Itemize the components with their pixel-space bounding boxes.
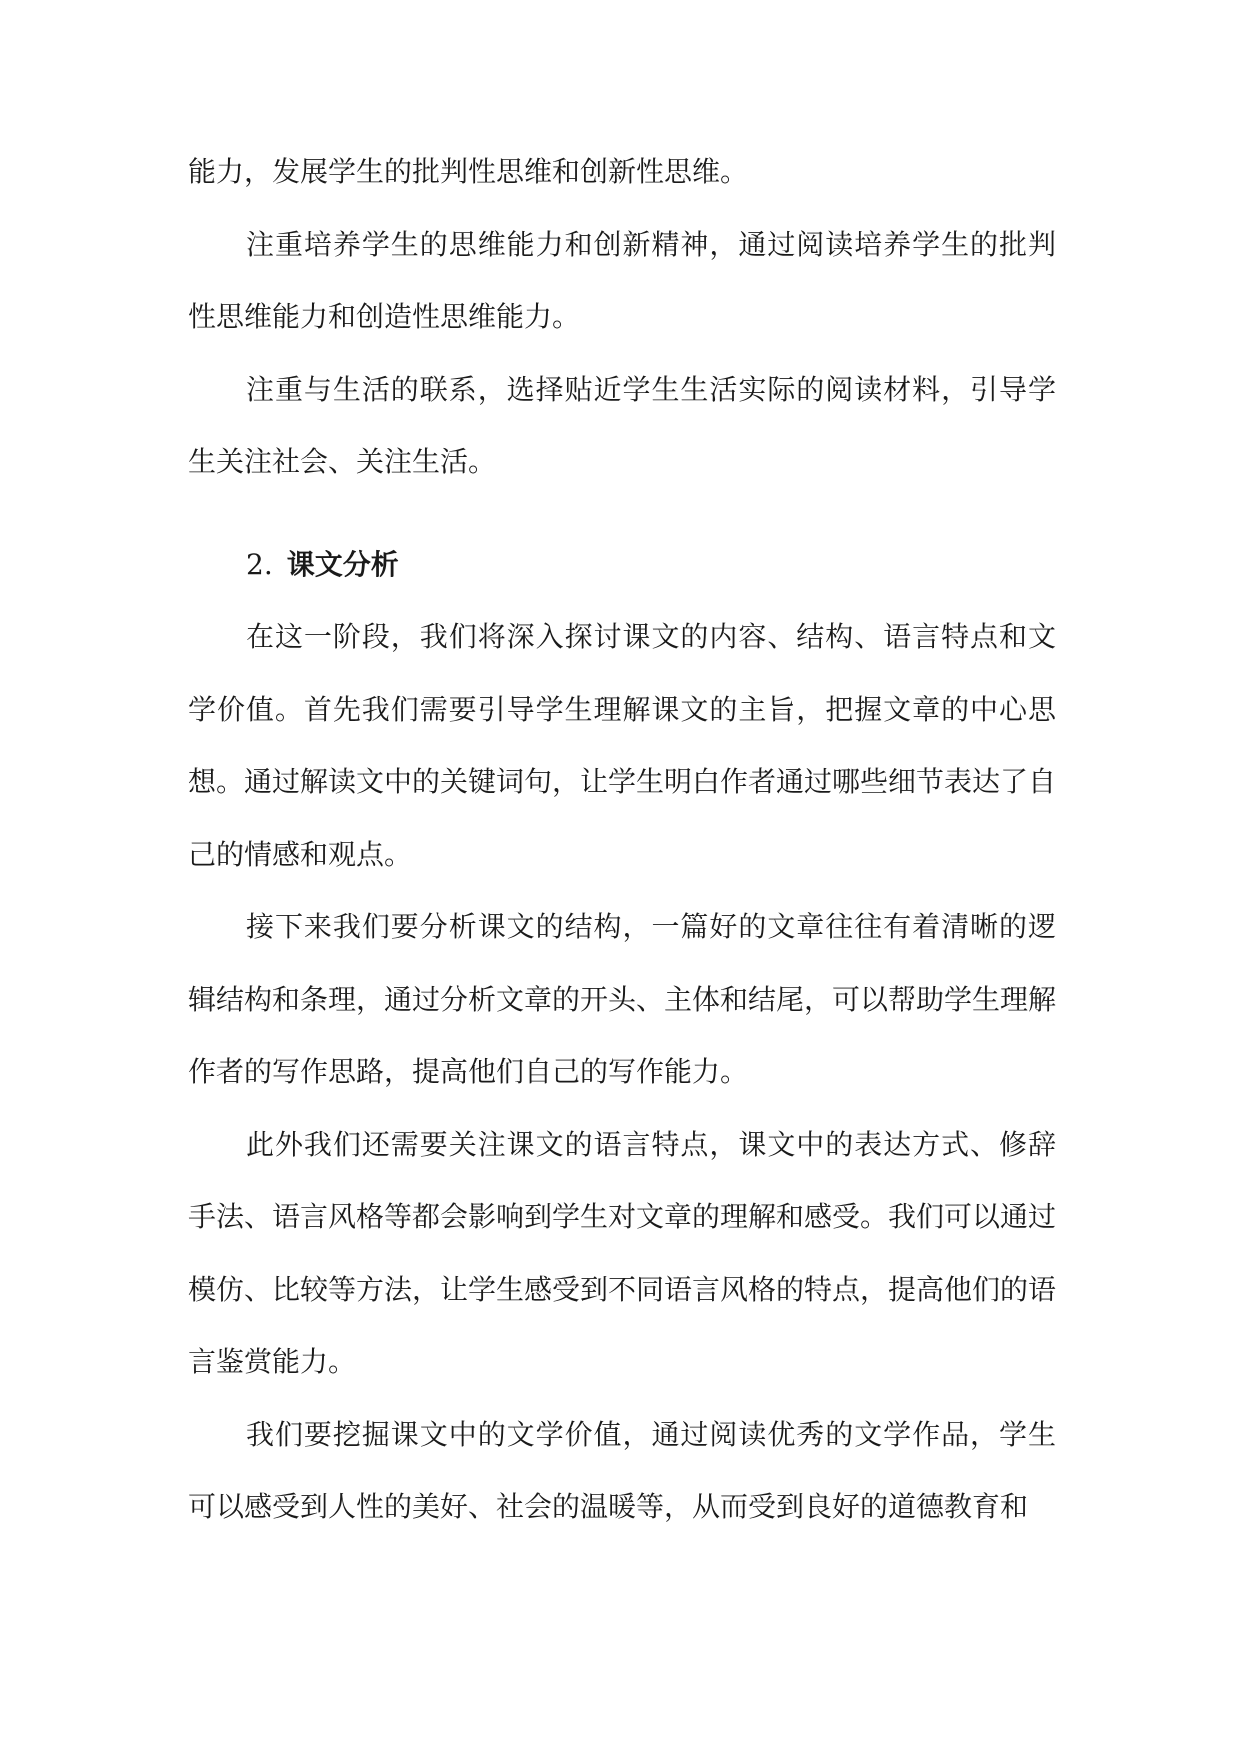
section-number: 2. (246, 547, 273, 581)
paragraph-continuation: 能力，发展学生的批判性思维和创新性思维。 (188, 155, 749, 188)
paragraph: 此外我们还需要关注课文的语言特点，课文中的表达方式、修辞手法、语言风格等都会影响到学生对文章的理解和感受。我们可以通过模仿、比较等方法，让学生感受到不同语言风格的特点，提高他们的语言鉴赏能力。 (188, 1127, 1057, 1378)
paragraph: 注重培养学生的思维能力和创新精神，通过阅读培养学生的批判性思维能力和创造性思维能力。 (188, 227, 1056, 333)
document-body (188, 136, 1056, 1544)
paragraph: 在这一阶段，我们将深入探讨课文的内容、结构、语言特点和文学价值。首先我们需要引导学生理解课文的主旨，把握文章的中心思想。通过解读文中的关键词句，让学生明白作者通过哪些细节表达了自己的情感和观点。 (188, 620, 1057, 871)
paragraph: 注重与生活的联系，选择贴近学生生活实际的阅读材料，引导学生关注社会、关注生活。 (188, 372, 1056, 478)
section-title: 课文分析 (286, 547, 399, 581)
paragraph: 接下来我们要分析课文的结构，一篇好的文章往往有着清晰的逻辑结构和条理，通过分析文章的开头、主体和结尾，可以帮助学生理解作者的写作思路，提高他们自己的写作能力。 (188, 910, 1057, 1088)
paragraph-continued: 我们要挖掘课文中的文学价值，通过阅读优秀的文学作品，学生可以感受到人性的美好、社会的温暖等，从而受到良好的道德教育和 (188, 1417, 1056, 1523)
section-heading (188, 529, 1056, 602)
